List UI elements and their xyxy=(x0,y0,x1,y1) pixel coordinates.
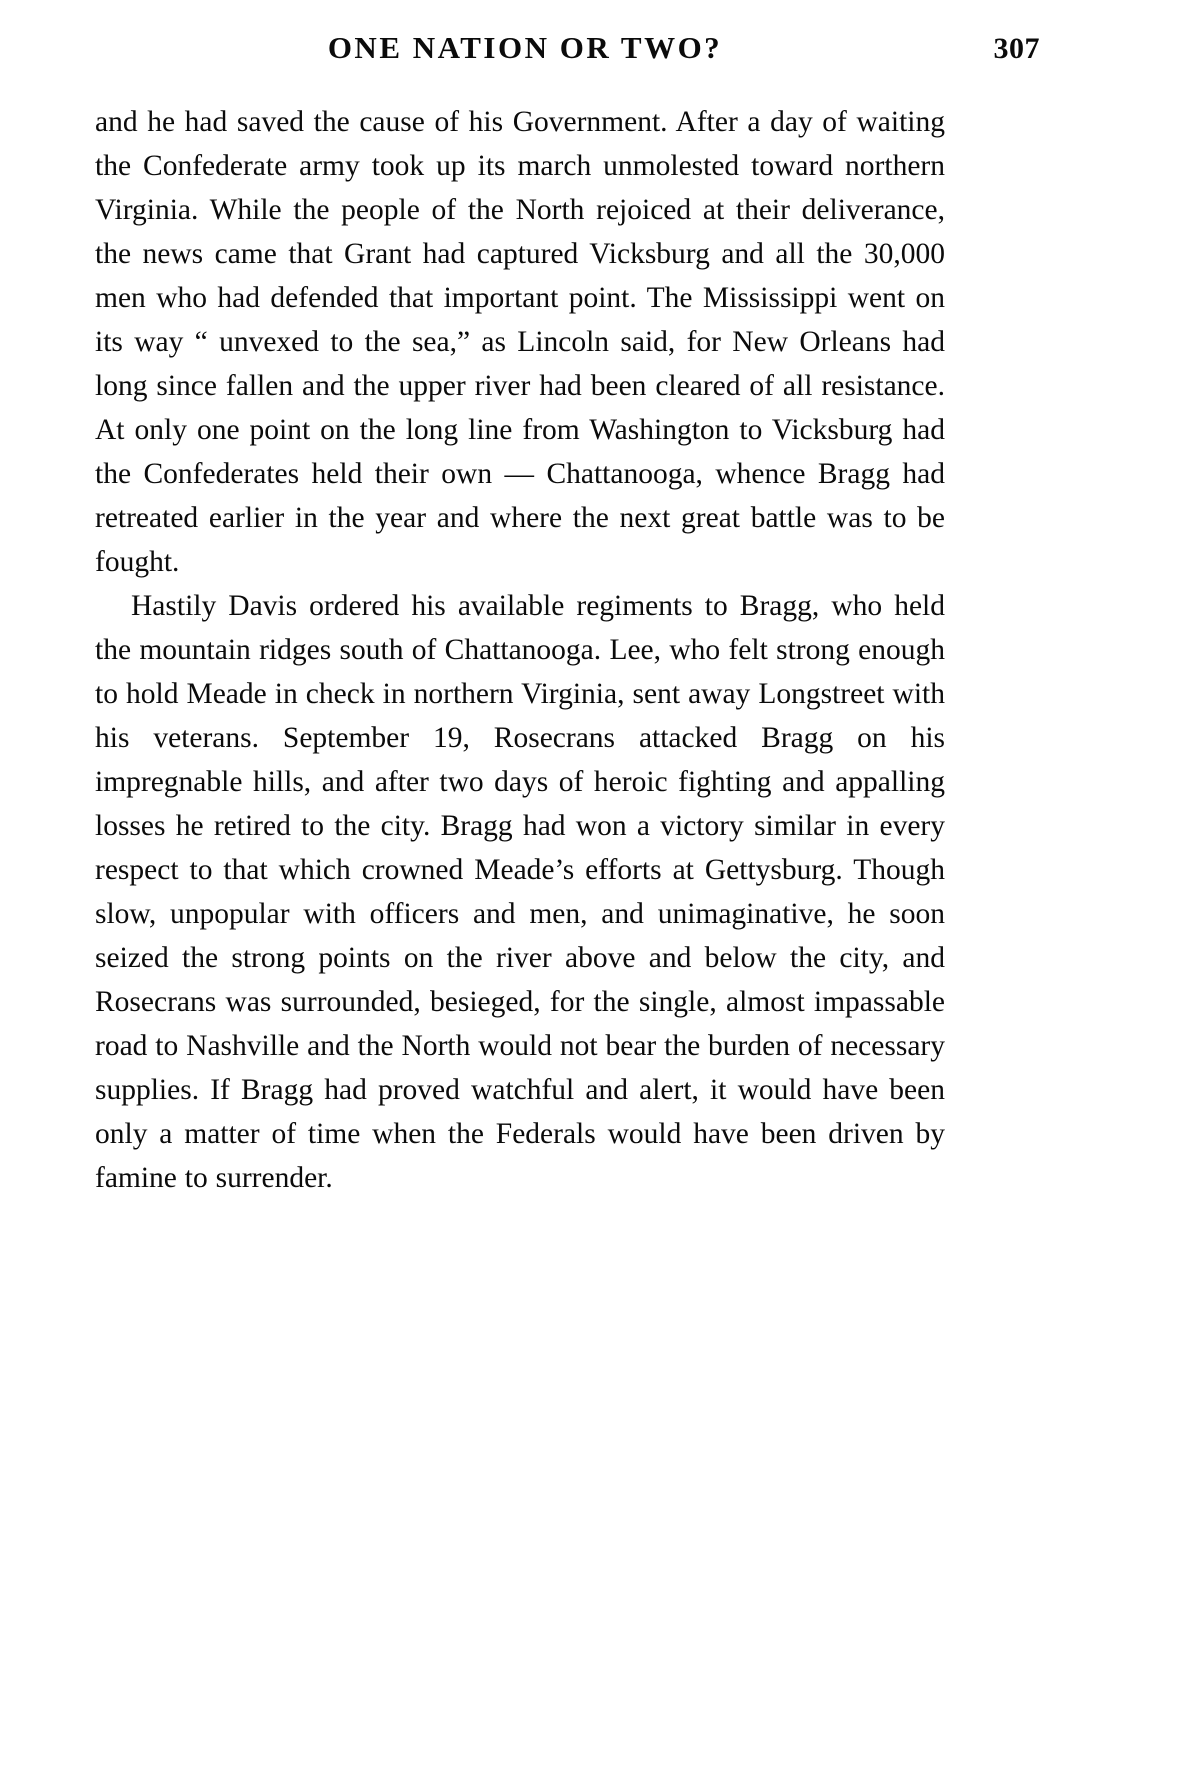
body-text xyxy=(95,100,945,1200)
page-title: ONE NATION OR TWO? xyxy=(327,30,723,65)
running-head xyxy=(95,30,1040,80)
paragraph-2: Hastily Davis ordered his available regiments to Bragg, who held the mountain ridges south of Chattanooga. Lee, who felt strong enough to hold Meade in check in northern Virginia, sent away Longstreet with his veterans. September 19, Rosecrans attacked Bragg on his impregnable hills, and after two days of heroic fighting and appalling losses he retired to the city. Bragg had won a victory similar in every respect to that which crowned Meade’s efforts at Gettysburg. Though slow, unpopular with officers and men, and unimaginative, he soon seized the strong points on the river above and below the city, and Rosecrans was surrounded, besieged, for the single, almost impassable road to Nashville and the North would not bear the burden of necessary supplies. If Bragg had proved watchful and alert, it would have been only a matter of time when the Federals would have been driven by famine to surrender. xyxy=(95,590,945,1194)
paragraph-1: and he had saved the cause of his Government. After a day of waiting the Confederate army took up its march unmolested toward northern Virginia. While the people of the North rejoiced at their deliverance, the news came that Grant had captured Vicksburg and all the 30,000 men who had defended that important point. The Mississippi went on its way “ unvexed to the sea,” as Lincoln said, for New Orleans had long since fallen and the upper river had been cleared of all resistance. At only one point on the long line from Washington to Vicksburg had the Confederates held their own — Chattanooga, whence Bragg had retreated earlier in the year and where the next great battle was to be fought. xyxy=(95,106,945,578)
page-number: 307 xyxy=(993,32,1040,65)
